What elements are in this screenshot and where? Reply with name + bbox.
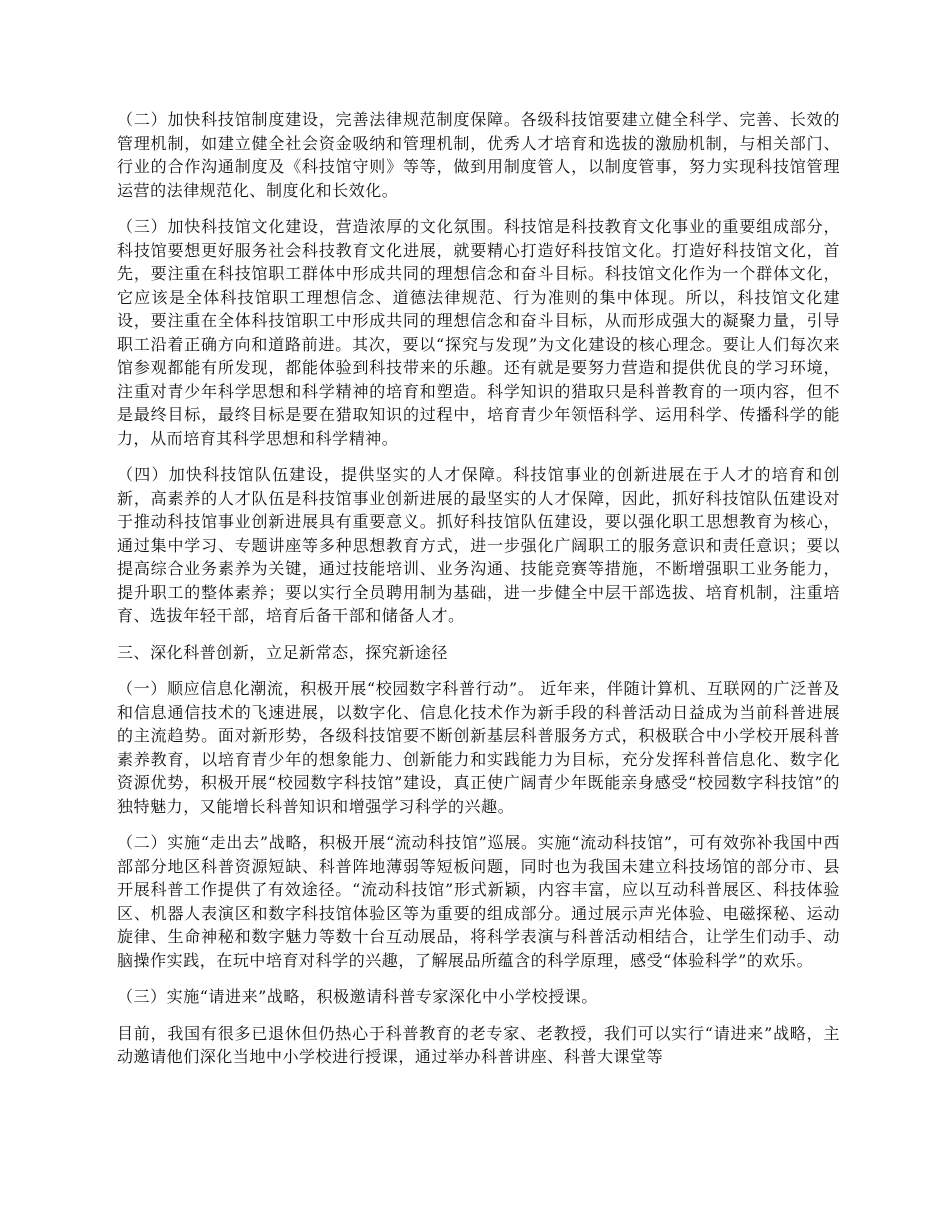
paragraph-invite-experts-title: （三）实施“请进来”战略，积极邀请科普专家深化中小学校授课。 [117,987,598,1006]
paragraph-invite-experts-body: 目前，我国有很多已退休但仍热心于科普教育的老专家、老教授，我们可以实行“请进来”战略，主动邀请他们深化当地中小学校进行授课，通过举办科普讲座、科普大课堂等 [117,1023,840,1066]
paragraph-institution-building: （二）加快科技馆制度建设，完善法律规范制度保障。各级科技馆要建立健全科学、完善、长效的管理机制，如建立健全社会资金吸纳和管理机制，优秀人才培育和选拔的激励机制，与相关部门、行业的合作沟通制度及《科技馆守则》等等，做到用制度管人，以制度管事，努力实现科技馆管理运营的法律规范化、制度化和长效化。 [117,110,840,200]
section-heading: 三、深化科普创新，立足新常态，探究新途径 [117,642,449,662]
paragraph-team-building: （四）加快科技馆队伍建设，提供坚实的人才保障。科技馆事业的创新进展在于人才的培育和创新，高素养的人才队伍是科技馆事业创新进展的最坚实的人才保障，因此，抓好科技馆队伍建设对于推动科技馆事业创新进展具有重要意义。抓好科技馆队伍建设，要以强化职工思想教育为核心，通过集中学习、专题讲座等多种思想教育方式，进一步强化广阔职工的服务意识和责任意识；要以提高综合业务素养为关键，通过技能培训、业务沟通、技能竞赛等措施，不断增强职工业务能力，提升职工的整体素养；要以实行全员聘用制为基础，进一步健全中层干部选拔、培育机制，注重培育、选拔年轻干部，培育后备干部和储备人才。 [117,465,840,625]
paragraph-culture-building: （三）加快科技馆文化建设，营造浓厚的文化氛围。科技馆是科技教育文化事业的重要组成部分，科技馆要想更好服务社会科技教育文化进展，就要精心打造好科技馆文化。打造好科技馆文化，首先，要注重在科技馆职工群体中形成共同的理想信念和奋斗目标。科技馆文化作为一个群体文化，它应该是全体科技馆职工理想信念、道德法律规范、行为准则的集中体现。所以，科技馆文化建设，要注重在全体科技馆职工中形成共同的理想信念和奋斗目标，从而形成强大的凝聚力量，引导职工沿着正确方向和道路前进。其次，要以“探究与发现”为文化建设的核心理念。要让人们每次来馆参观都能有所发现，都能体验到科技带来的乐趣。还有就是要努力营造和提供优良的学习环境，注重对青少年科学思想和科学精神的培育和塑造。科学知识的猎取只是科普教育的一项内容，但不是最终目标，最终目标是要在猎取知识的过程中，培育青少年领悟科学、运用科学、传播科学的能力，从而培育其科学思想和科学精神。 [117,217,840,448]
paragraph-mobile-museum: （二）实施“走出去”战略，积极开展“流动科技馆”巡展。实施“流动科技馆”，可有效弥补我国中西部部分地区科普资源短缺、科普阵地薄弱等短板问题，同时也为我国未建立科技场馆的部分市、县开展科普工作提供了有效途径。“流动科技馆”形式新颖，内容丰富，应以互动科普展区、科技体验区、机器人表演区和数字科技馆体验区等为重要的组成部分。通过展示声光体验、电磁探秘、运动旋律、生命神秘和数字魅力等数十台互动展品，将科学表演与科普活动相结合，让学生们动手、动脑操作实践，在玩中培育对科学的兴趣，了解展品所蕴含的科学原理，感受“体验科学”的欢乐。 [117,833,840,970]
document-body [117,108,840,1082]
paragraph-digital-campus: （一）顺应信息化潮流，积极开展“校园数字科普行动”。 近年来，伴随计算机、互联网的广泛普及和信息通信技术的飞速进展，以数字化、信息化技术作为新手段的科普活动日益成为当前科普进展的主流趋势。面对新形势，各级科技馆要不断创新基层科普服务方式，积极联合中小学校开展科普素养教育，以培育青少年的想象能力、创新能力和实践能力为目标，充分发挥科普信息化、数字化资源优势，积极开展“校园数字科技馆”建设，真正使广阔青少年既能亲身感受“校园数字科技馆”的独特魅力，又能增长科普知识和增强学习科学的兴趣。 [117,679,840,816]
